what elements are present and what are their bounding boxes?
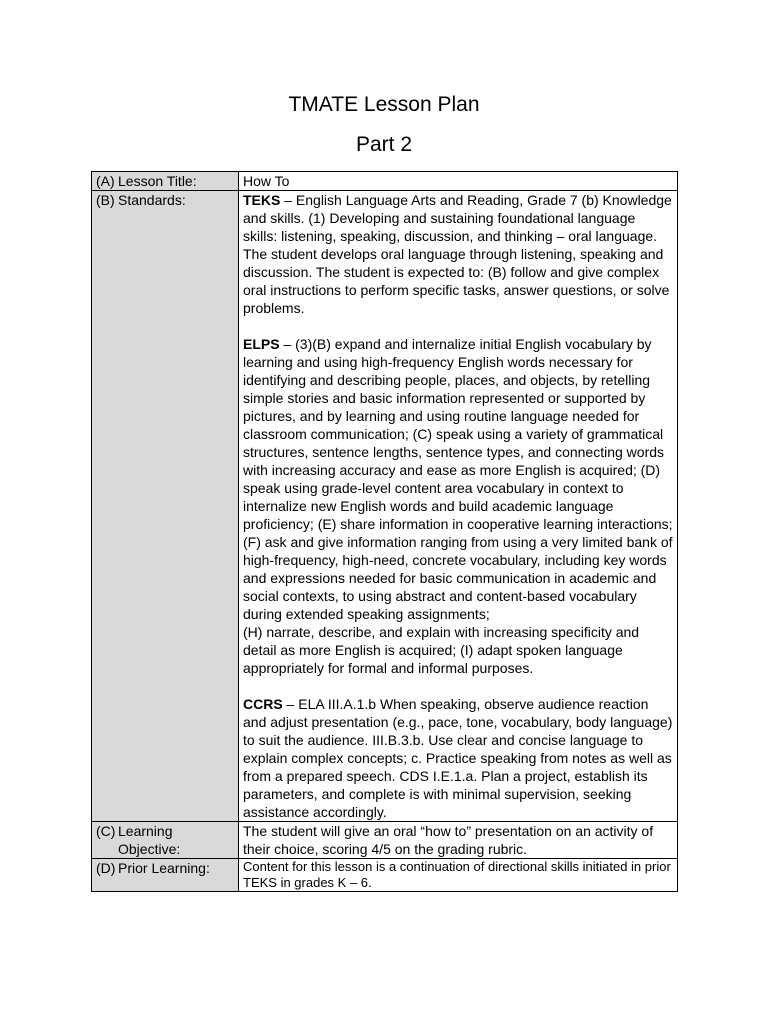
page-title: TMATE Lesson Plan [288,93,480,116]
elps-text: – (3)(B) expand and internalize initial English vocabulary by learning and using high-frequency English words necessary for identifying and describing people, places, and objects, by retelling simple stories and basic information represented or supported by pictures, and by learning and using routine language needed for classroom communication; (C) speak using a variety of grammatical structures, sentence lengths, sentence types, and connecting words with increasing accuracy and ease as more English is acquired; (D) speak using grade-level content area vocabulary in context to internalize new English words and build academic language proficiency; (E) share information in cooperative learning interactions; (F) ask and give information ranging from using a very limited bank of high-frequency, high-need, concrete vocabulary, including key words and expressions needed for basic communication in academic and social contexts, to using abstract and content-based vocabulary during extended speaking assignments; [243,336,673,622]
ccrs-text: – ELA III.A.1.b When speaking, observe audience reaction and adjust presentation (e.g., pace, tone, vocabulary, body language) to suit the audience. III.B.3.b. Use clear and concise language to explain complex concepts; c. Practice speaking from notes as well as from a prepared speech. CDS I.E.1.a. Plan a project, establish its parameters, and complete is with minimal supervision, seeking assistance accordingly. [243,696,673,820]
ccrs-paragraph [243,695,673,821]
row-label-cell [92,191,239,822]
row-label: Lesson Title: [118,173,197,189]
lesson-title-value: How To [239,172,678,191]
table-row-learning-objective [92,822,678,859]
row-key: (A) [96,173,115,189]
learning-objective-value: The student will give an oral “how to” presentation on an activity of their choice, scoring 4/5 on the grading rubric. [239,822,678,859]
table-row-standards [92,191,678,822]
teks-text: – English Language Arts and Reading, Grade 7 (b) Knowledge and skills. (1) Developing and sustaining foundational language skills: listening, speaking, discussion, and thinking – oral language. The student develops oral language through listening, speaking and discussion. The student is expected to: (B) follow and give complex oral instructions to perform specific tasks, answer questions, or solve problems. [243,192,672,316]
prior-learning-value: Content for this lesson is a continuation of directional skills initiated in prior TEKS in grades K – 6. [239,859,678,892]
standards-value [239,191,678,822]
table-row-prior-learning [92,859,678,892]
row-key: (C) [96,823,116,839]
elps-paragraph [243,335,673,677]
row-label: Standards: [118,192,186,208]
elps-text-continued: (H) narrate, describe, and explain with increasing specificity and detail as more English is acquired; (I) adapt spoken language appropriately for formal and informal purposes. [243,624,640,676]
row-key: (B) [96,192,115,208]
row-label-cell [92,172,239,191]
lesson-plan-table [91,171,678,892]
row-label-cell [92,822,239,859]
teks-paragraph [243,191,673,317]
row-key: (D) [96,860,116,876]
row-label: Prior Learning: [118,860,210,876]
row-label: Learning Objective: [118,823,181,857]
ccrs-label: CCRS [243,696,283,712]
elps-label: ELPS [243,336,280,352]
row-label-cell [92,859,239,892]
table-row-lesson-title [92,172,678,191]
teks-label: TEKS [243,192,281,208]
page-subtitle: Part 2 [355,133,413,156]
